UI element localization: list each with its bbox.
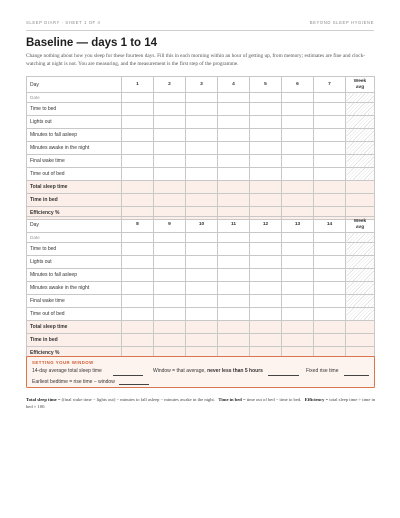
entry-cell[interactable] xyxy=(314,128,346,141)
entry-cell[interactable] xyxy=(122,281,154,294)
tst-term: Total sleep time xyxy=(26,397,57,402)
entry-cell[interactable] xyxy=(154,128,186,141)
day-number-header: 1 xyxy=(122,77,154,93)
entry-cell[interactable] xyxy=(218,294,250,307)
entry-cell[interactable] xyxy=(186,307,218,320)
day-number-header: 11 xyxy=(218,217,250,233)
entry-cell[interactable] xyxy=(186,268,218,281)
table-row xyxy=(27,307,375,320)
entry-cell[interactable] xyxy=(218,102,250,115)
date-cell[interactable] xyxy=(282,233,314,243)
row-label: Final wake time xyxy=(27,294,122,307)
table-row xyxy=(27,268,375,281)
entry-cell[interactable] xyxy=(314,268,346,281)
entry-cell[interactable] xyxy=(314,193,346,206)
table-row xyxy=(27,154,375,167)
entry-cell[interactable] xyxy=(154,141,186,154)
entry-cell[interactable] xyxy=(186,255,218,268)
week-avg-cell xyxy=(346,193,375,206)
date-cell[interactable] xyxy=(154,233,186,243)
week-avg-header xyxy=(346,217,375,233)
sheet-label: SLEEP DIARY · SHEET 1 OF 4 xyxy=(26,20,101,25)
date-cell[interactable] xyxy=(314,93,346,103)
entry-cell[interactable] xyxy=(282,193,314,206)
day-number-header: 13 xyxy=(282,217,314,233)
entry-cell[interactable] xyxy=(250,193,282,206)
date-cell[interactable] xyxy=(154,93,186,103)
table-row xyxy=(27,281,375,294)
week-avg-cell xyxy=(346,268,375,281)
entry-cell[interactable] xyxy=(282,268,314,281)
entry-cell[interactable] xyxy=(218,167,250,180)
table-row xyxy=(27,128,375,141)
window-box-line-1 xyxy=(32,368,369,376)
date-row xyxy=(27,233,375,243)
entry-cell[interactable] xyxy=(154,333,186,346)
table-row xyxy=(27,333,375,346)
entry-cell[interactable] xyxy=(122,255,154,268)
entry-cell[interactable] xyxy=(250,102,282,115)
entry-cell[interactable] xyxy=(186,294,218,307)
date-label: Date xyxy=(27,93,122,103)
week-avg-cell xyxy=(346,115,375,128)
table-row xyxy=(27,242,375,255)
entry-cell[interactable] xyxy=(122,307,154,320)
row-label: Minutes to fall asleep xyxy=(27,268,122,281)
row-label: Time to bed xyxy=(27,102,122,115)
date-label: Date xyxy=(27,233,122,243)
day-number-header: 14 xyxy=(314,217,346,233)
entry-cell[interactable] xyxy=(282,115,314,128)
entry-cell[interactable] xyxy=(250,333,282,346)
running-header xyxy=(26,20,374,28)
entry-cell[interactable] xyxy=(186,115,218,128)
entry-cell[interactable] xyxy=(186,320,218,333)
entry-cell[interactable] xyxy=(314,333,346,346)
entry-cell[interactable] xyxy=(250,242,282,255)
entry-cell[interactable] xyxy=(122,180,154,193)
row-label: Minutes awake in the night xyxy=(27,141,122,154)
day-number-header: 7 xyxy=(314,77,346,93)
entry-cell[interactable] xyxy=(282,281,314,294)
entry-cell[interactable] xyxy=(154,102,186,115)
entry-cell[interactable] xyxy=(218,333,250,346)
entry-cell[interactable] xyxy=(282,154,314,167)
entry-cell[interactable] xyxy=(314,255,346,268)
day-number-header: 5 xyxy=(250,77,282,93)
week-avg-cell xyxy=(346,333,375,346)
week-avg-cell xyxy=(346,255,375,268)
entry-cell[interactable] xyxy=(250,268,282,281)
entry-cell[interactable] xyxy=(250,294,282,307)
page-title: Baseline — days 1 to 14 xyxy=(26,37,158,49)
entry-cell[interactable] xyxy=(122,294,154,307)
entry-cell[interactable] xyxy=(314,307,346,320)
week-avg-cell xyxy=(346,93,375,103)
entry-cell[interactable] xyxy=(314,141,346,154)
definitions-footnote xyxy=(26,397,376,410)
entry-cell[interactable] xyxy=(122,242,154,255)
entry-cell[interactable] xyxy=(250,128,282,141)
entry-cell[interactable] xyxy=(250,320,282,333)
header-rule xyxy=(26,30,374,31)
entry-cell[interactable] xyxy=(282,255,314,268)
day-header: Day xyxy=(27,217,122,233)
tib-definition: = time out of bed − time to bed. xyxy=(241,397,302,402)
window-box-heading: SETTING YOUR WINDOW xyxy=(32,360,94,365)
entry-cell[interactable] xyxy=(314,154,346,167)
table-row xyxy=(27,167,375,180)
entry-cell[interactable] xyxy=(154,255,186,268)
entry-cell[interactable] xyxy=(122,333,154,346)
entry-cell[interactable] xyxy=(186,128,218,141)
entry-cell[interactable] xyxy=(122,128,154,141)
week-2-table xyxy=(26,216,375,360)
week-avg-line-2: avg xyxy=(355,224,365,230)
day-number-header: 6 xyxy=(282,77,314,93)
entry-cell[interactable] xyxy=(314,281,346,294)
window-blank[interactable] xyxy=(268,368,299,376)
table-row xyxy=(27,180,375,193)
entry-cell[interactable] xyxy=(186,193,218,206)
table-header-row xyxy=(27,77,375,93)
rise-time-label: Fixed rise time xyxy=(306,368,339,374)
table-header-row xyxy=(27,217,375,233)
entry-cell[interactable] xyxy=(250,307,282,320)
entry-cell[interactable] xyxy=(250,167,282,180)
entry-cell[interactable] xyxy=(218,281,250,294)
week-avg-cell xyxy=(346,281,375,294)
table-row xyxy=(27,102,375,115)
week-avg-header xyxy=(346,77,375,93)
date-cell[interactable] xyxy=(218,233,250,243)
entry-cell[interactable] xyxy=(282,128,314,141)
window-rule-prefix: Window = that average, xyxy=(153,368,206,374)
row-label: Lights out xyxy=(27,115,122,128)
entry-cell[interactable] xyxy=(186,281,218,294)
setting-window-box xyxy=(26,356,375,388)
row-label: Minutes to fall asleep xyxy=(27,128,122,141)
entry-cell[interactable] xyxy=(218,115,250,128)
row-label: Minutes awake in the night xyxy=(27,281,122,294)
date-cell[interactable] xyxy=(186,93,218,103)
earliest-bedtime-blank[interactable] xyxy=(119,377,149,385)
entry-cell[interactable] xyxy=(122,193,154,206)
row-label: Lights out xyxy=(27,255,122,268)
date-cell[interactable] xyxy=(282,93,314,103)
week-avg-cell xyxy=(346,307,375,320)
table-row xyxy=(27,141,375,154)
week-avg-cell xyxy=(346,128,375,141)
day-number-header: 4 xyxy=(218,77,250,93)
entry-cell[interactable] xyxy=(122,102,154,115)
entry-cell[interactable] xyxy=(250,255,282,268)
week-avg-cell xyxy=(346,294,375,307)
entry-cell[interactable] xyxy=(154,154,186,167)
entry-cell[interactable] xyxy=(250,141,282,154)
avg-sleep-blank[interactable] xyxy=(113,368,143,376)
day-number-header: 3 xyxy=(186,77,218,93)
week-avg-cell xyxy=(346,141,375,154)
entry-cell[interactable] xyxy=(154,115,186,128)
week-avg-cell xyxy=(346,154,375,167)
entry-cell[interactable] xyxy=(122,268,154,281)
entry-cell[interactable] xyxy=(186,102,218,115)
entry-cell[interactable] xyxy=(154,180,186,193)
week-avg-line-1: Week xyxy=(353,78,367,84)
week-avg-line-1: Week xyxy=(353,218,367,224)
week-avg-line-2: avg xyxy=(355,84,365,90)
week-avg-cell xyxy=(346,102,375,115)
row-label: Time in bed xyxy=(27,333,122,346)
day-number-header: 8 xyxy=(122,217,154,233)
entry-cell[interactable] xyxy=(154,307,186,320)
entry-cell[interactable] xyxy=(314,242,346,255)
row-label: Efficiency % xyxy=(27,346,122,359)
tst-definition: = (final wake time − lights out) − minutes to fall asleep − minutes awake in the night. xyxy=(56,397,215,402)
entry-cell[interactable] xyxy=(282,141,314,154)
entry-cell[interactable] xyxy=(282,320,314,333)
efficiency-term: Efficiency xyxy=(304,397,325,402)
entry-cell[interactable] xyxy=(154,268,186,281)
entry-cell[interactable] xyxy=(186,333,218,346)
series-label: BEYOND SLEEP HYGIENE xyxy=(309,20,374,25)
table-row xyxy=(27,320,375,333)
row-label: Time in bed xyxy=(27,193,122,206)
date-row xyxy=(27,93,375,103)
efficiency-definition: = total sleep time ÷ time in bed × 100. xyxy=(26,397,376,409)
row-label: Efficiency % xyxy=(27,206,122,219)
entry-cell[interactable] xyxy=(314,115,346,128)
entry-cell[interactable] xyxy=(218,255,250,268)
entry-cell[interactable] xyxy=(282,180,314,193)
entry-cell[interactable] xyxy=(218,128,250,141)
entry-cell[interactable] xyxy=(154,193,186,206)
row-label: Time to bed xyxy=(27,242,122,255)
window-rule-minimum: never less than 5 hours xyxy=(207,368,263,374)
date-cell[interactable] xyxy=(122,93,154,103)
entry-cell[interactable] xyxy=(282,294,314,307)
entry-cell[interactable] xyxy=(314,294,346,307)
day-number-header: 10 xyxy=(186,217,218,233)
entry-cell[interactable] xyxy=(282,242,314,255)
window-rule-text xyxy=(153,368,263,374)
week-avg-cell xyxy=(346,242,375,255)
entry-cell[interactable] xyxy=(282,102,314,115)
day-header: Day xyxy=(27,77,122,93)
entry-cell[interactable] xyxy=(122,141,154,154)
table-row xyxy=(27,115,375,128)
avg-sleep-label: 14-day average total sleep time xyxy=(32,368,102,374)
entry-cell[interactable] xyxy=(122,154,154,167)
week-1-table xyxy=(26,76,375,220)
week-avg-cell xyxy=(346,320,375,333)
earliest-bedtime-label: Earliest bedtime = rise time − window xyxy=(32,379,115,385)
row-label: Final wake time xyxy=(27,154,122,167)
entry-cell[interactable] xyxy=(154,167,186,180)
entry-cell[interactable] xyxy=(282,167,314,180)
entry-cell[interactable] xyxy=(154,320,186,333)
entry-cell[interactable] xyxy=(122,167,154,180)
entry-cell[interactable] xyxy=(186,154,218,167)
entry-cell[interactable] xyxy=(218,180,250,193)
entry-cell[interactable] xyxy=(186,180,218,193)
entry-cell[interactable] xyxy=(314,167,346,180)
entry-cell[interactable] xyxy=(218,268,250,281)
week-avg-cell xyxy=(346,180,375,193)
entry-cell[interactable] xyxy=(186,141,218,154)
entry-cell[interactable] xyxy=(314,320,346,333)
row-label: Time out of bed xyxy=(27,167,122,180)
date-cell[interactable] xyxy=(218,93,250,103)
table-row xyxy=(27,255,375,268)
day-number-header: 12 xyxy=(250,217,282,233)
entry-cell[interactable] xyxy=(314,102,346,115)
entry-cell[interactable] xyxy=(218,154,250,167)
entry-cell[interactable] xyxy=(218,320,250,333)
entry-cell[interactable] xyxy=(250,281,282,294)
entry-cell[interactable] xyxy=(218,242,250,255)
entry-cell[interactable] xyxy=(314,180,346,193)
table-row xyxy=(27,294,375,307)
window-box-line-2 xyxy=(32,377,149,385)
entry-cell[interactable] xyxy=(282,307,314,320)
day-number-header: 9 xyxy=(154,217,186,233)
entry-cell[interactable] xyxy=(122,320,154,333)
entry-cell[interactable] xyxy=(186,167,218,180)
entry-cell[interactable] xyxy=(154,242,186,255)
entry-cell[interactable] xyxy=(218,141,250,154)
date-cell[interactable] xyxy=(250,233,282,243)
tib-term: Time in bed xyxy=(218,397,242,402)
entry-cell[interactable] xyxy=(154,281,186,294)
date-cell[interactable] xyxy=(250,93,282,103)
day-number-header: 2 xyxy=(154,77,186,93)
entry-cell[interactable] xyxy=(122,115,154,128)
date-cell[interactable] xyxy=(122,233,154,243)
row-label: Time out of bed xyxy=(27,307,122,320)
entry-cell[interactable] xyxy=(250,154,282,167)
week-avg-cell xyxy=(346,167,375,180)
date-cell[interactable] xyxy=(186,233,218,243)
date-cell[interactable] xyxy=(314,233,346,243)
week-avg-cell xyxy=(346,233,375,243)
row-label: Total sleep time xyxy=(27,320,122,333)
entry-cell[interactable] xyxy=(186,242,218,255)
entry-cell[interactable] xyxy=(282,333,314,346)
entry-cell[interactable] xyxy=(218,307,250,320)
entry-cell[interactable] xyxy=(154,294,186,307)
intro-paragraph: Change nothing about how you sleep for these fourteen days. Fill this in each morning within an hour of getting up, from memory; estimates are fine and clock-watching at night is not. You are measuring, and the measurement is the first step of the programme. xyxy=(26,53,366,67)
row-label: Total sleep time xyxy=(27,180,122,193)
entry-cell[interactable] xyxy=(218,193,250,206)
entry-cell[interactable] xyxy=(250,180,282,193)
table-row xyxy=(27,193,375,206)
rise-time-blank[interactable] xyxy=(344,368,369,376)
entry-cell[interactable] xyxy=(250,115,282,128)
